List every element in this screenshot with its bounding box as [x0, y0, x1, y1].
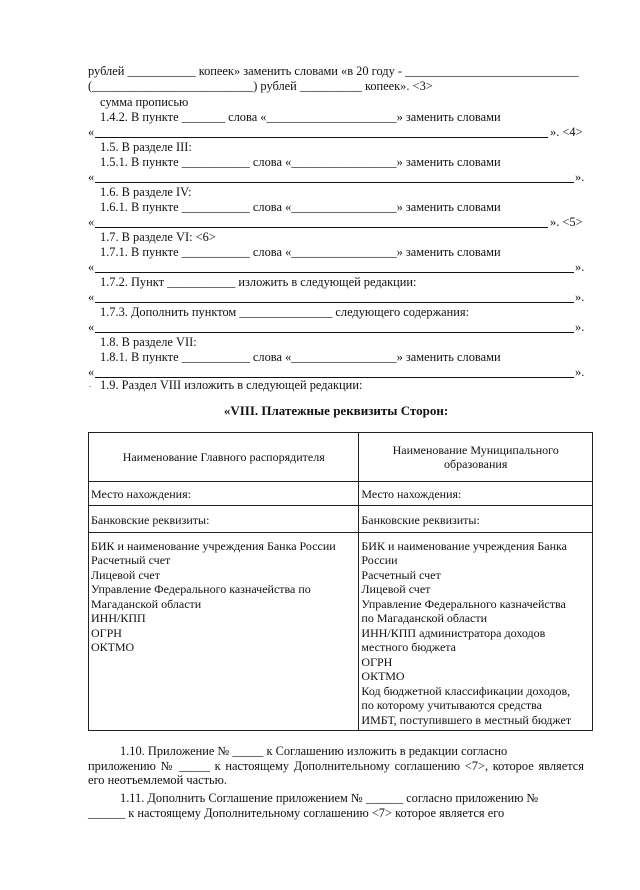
blank-rule	[95, 272, 574, 273]
item-1-7-1: 1.7.1. В пункте ___________ слова «_________________» заменить словами	[100, 245, 501, 259]
table-row	[89, 482, 593, 506]
item-1-8-1-end: ».	[575, 365, 585, 379]
list-item: БИК и наименование учреждения Банка России	[91, 538, 336, 553]
amount-line-1: рублей ___________ копеек» заменить словами «в 20 году - ____________________________	[88, 64, 579, 78]
col2-details	[359, 532, 593, 731]
amount-words-caption: сумма прописью	[100, 95, 189, 109]
list-item: ИНН/КПП администратора доходов	[361, 625, 546, 640]
list-item: ОГРН	[361, 654, 393, 669]
item-1-10-rest: приложению № _____ к настоящему Дополнительному соглашению <7>, которое является его неотъемлемой частью.	[88, 758, 584, 788]
list-item: Расчетный счет	[91, 553, 171, 567]
item-1-5-1: 1.5.1. В пункте ___________ слова «_________________» заменить словами	[100, 155, 501, 169]
col1-header: Наименование Главного распорядителя	[89, 433, 359, 482]
item-1-11-line-1: 1.11. Дополнить Соглашение приложением № ______ согласно приложению №	[120, 791, 539, 805]
list-item: Лицевой счет	[361, 582, 431, 596]
list-item: Магаданской области	[91, 596, 202, 611]
item-1-4-2-end: ». <4>	[550, 125, 583, 139]
table-row	[89, 505, 593, 532]
blank-rule	[95, 137, 548, 138]
item-1-6: 1.6. В разделе IV:	[100, 185, 192, 199]
item-1-9: 1.9. Раздел VIII изложить в следующей редакции:	[100, 378, 363, 392]
open-quote: «	[88, 170, 95, 184]
item-1-10	[88, 744, 584, 788]
margin-dot: .	[89, 380, 91, 389]
list-item: ОГРН	[91, 625, 122, 640]
list-item: местного бюджета	[361, 640, 456, 654]
item-1-5: 1.5. В разделе III:	[100, 140, 192, 154]
list-item: по которому учитываются средства	[361, 698, 542, 712]
item-1-11-rest: ______ к настоящему Дополнительному соглашению <7> которое является его	[88, 805, 505, 820]
list-item: ОКТМО	[91, 640, 135, 654]
item-1-6-1: 1.6.1. В пункте ___________ слова «_________________» заменить словами	[100, 200, 501, 214]
blank-rule	[95, 332, 574, 333]
list-item: по Магаданской области	[361, 611, 488, 625]
table-row	[89, 532, 593, 731]
list-item: ИНН/КПП	[91, 611, 146, 625]
list-item: России	[361, 553, 398, 567]
item-1-10-line-1: 1.10. Приложение № _____ к Соглашению изложить в редакции согласно	[120, 744, 508, 758]
requisites-table	[88, 432, 593, 731]
blank-rule	[95, 227, 548, 228]
item-1-8: 1.8. В разделе VII:	[100, 335, 197, 349]
blank-rule	[95, 302, 574, 303]
requisites-heading: «VIII. Платежные реквизиты Сторон:	[223, 403, 449, 418]
list-item: Управление Федерального казначейства по	[91, 582, 311, 596]
amount-line-2: (__________________________) рублей __________ копеек». <3>	[88, 79, 433, 93]
col1-details	[89, 532, 359, 731]
open-quote: «	[88, 290, 95, 304]
open-quote: «	[88, 215, 95, 229]
item-1-7-2-end: ».	[575, 290, 585, 304]
item-1-6-1-end: ». <5>	[550, 215, 583, 229]
open-quote: «	[88, 125, 95, 139]
blank-rule	[95, 182, 574, 183]
open-quote: «	[88, 320, 95, 334]
list-item: Код бюджетной классификации доходов,	[361, 683, 571, 698]
col1-location: Место нахождения:	[89, 482, 359, 506]
table-row	[89, 433, 593, 482]
col2-location: Место нахождения:	[359, 482, 593, 506]
item-1-7-3: 1.7.3. Дополнить пунктом _______________ следующего содержания:	[100, 305, 470, 319]
list-item: Управление Федерального казначейства	[361, 596, 566, 611]
item-1-7-3-end: ».	[575, 320, 585, 334]
item-1-8-1: 1.8.1. В пункте ___________ слова «_________________» заменить словами	[100, 350, 501, 364]
list-item: БИК и наименование учреждения Банка	[361, 538, 567, 553]
item-1-5-1-end: ».	[575, 170, 585, 184]
item-1-7-1-end: ».	[575, 260, 585, 274]
item-1-4-2: 1.4.2. В пункте _______ слова «_____________________» заменить словами	[100, 110, 501, 124]
list-item: Лицевой счет	[91, 567, 161, 582]
col1-bank: Банковские реквизиты:	[89, 505, 359, 532]
item-1-7-2: 1.7.2. Пункт ___________ изложить в следующей редакции:	[100, 275, 417, 289]
col2-header: Наименование Муниципального образования	[359, 433, 593, 482]
open-quote: «	[88, 260, 95, 274]
item-1-11	[88, 791, 584, 820]
list-item: ОКТМО	[361, 669, 405, 683]
open-quote: «	[88, 365, 95, 379]
item-1-7: 1.7. В разделе VI: <6>	[100, 230, 216, 244]
list-item: Расчетный счет	[361, 567, 441, 582]
col2-bank: Банковские реквизиты:	[359, 505, 593, 532]
list-item: ИМБТ, поступившего в местный бюджет	[361, 712, 572, 727]
